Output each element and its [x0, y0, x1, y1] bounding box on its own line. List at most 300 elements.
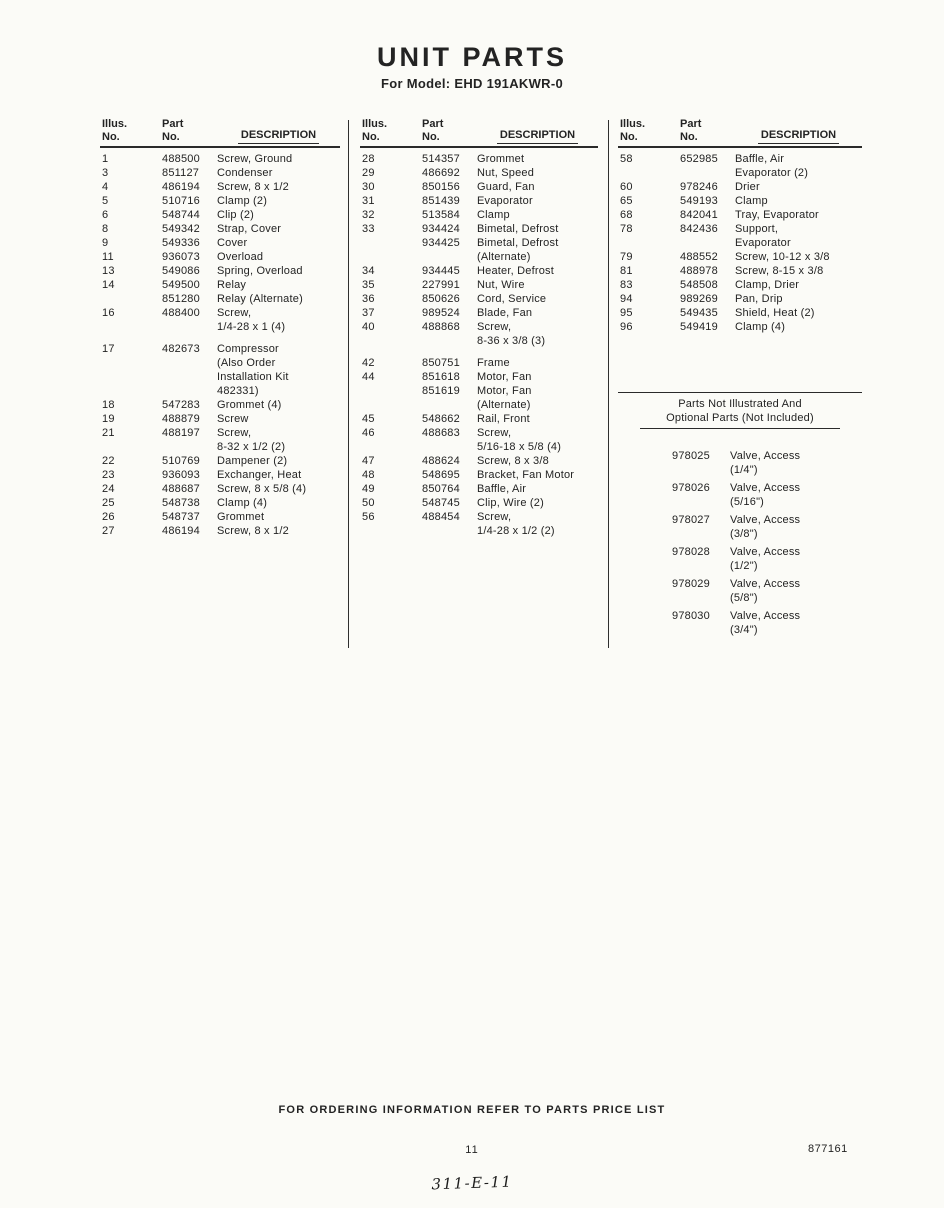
part-no-cell: 978028: [672, 546, 710, 558]
part-no-cell: 989524: [422, 307, 460, 319]
part-no-cell: 486194: [162, 181, 200, 193]
part-no-cell: 488687: [162, 483, 200, 495]
part-header-line1: Part: [680, 118, 702, 130]
description-line: Screw, 8 x 1/2: [217, 181, 289, 193]
part-no-cell: 514357: [422, 153, 460, 165]
parts-row: [360, 320, 598, 348]
part-no-cell: 850626: [422, 293, 460, 305]
parts-row: [360, 278, 598, 292]
description-line: Valve, Access: [730, 450, 801, 462]
part-no-cell: 850764: [422, 483, 460, 495]
part-no-header: [680, 118, 735, 144]
description-line: Evaporator: [735, 237, 791, 249]
description-cell: [217, 152, 340, 166]
illus-no-cell: 96: [620, 321, 633, 333]
illus-header-line1: Illus.: [620, 118, 646, 130]
description-cell: [735, 208, 862, 222]
part-no-cell: 488683: [422, 427, 460, 439]
description-cell: [217, 342, 340, 398]
description-line: Tray, Evaporator: [735, 209, 819, 221]
part-no-cell: 548745: [422, 497, 460, 509]
description-cell: [477, 510, 598, 538]
illus-no-cell: 83: [620, 279, 633, 291]
description-header: DESCRIPTION: [238, 129, 319, 144]
illus-no-cell: 95: [620, 307, 633, 319]
description-cell: [217, 250, 340, 264]
description-cell: [735, 292, 862, 306]
part-no-cell: 842041: [680, 209, 718, 221]
illus-no-cell: [618, 513, 672, 541]
parts-row: [100, 398, 340, 412]
description-cell: [217, 292, 340, 306]
description-line: 5/16-18 x 5/8 (4): [477, 441, 562, 453]
description-line: Clamp (4): [735, 321, 786, 333]
description-line: Compressor: [217, 343, 279, 355]
description-cell: [477, 412, 598, 426]
description-line: Screw, 8 x 3/8: [477, 455, 549, 467]
illus-no-cell: 81: [620, 265, 633, 277]
illus-no-cell: 46: [362, 427, 375, 439]
description-line: Screw, 8 x 1/2: [217, 525, 289, 537]
part-no-cell: 482673: [162, 343, 200, 355]
illus-no-cell: [618, 577, 672, 605]
illus-no-cell: 28: [362, 153, 375, 165]
part-no-cell: 850156: [422, 181, 460, 193]
table-header: [100, 118, 340, 148]
description-cell: [217, 496, 340, 510]
optional-heading-line2: Optional Parts (Not Included): [666, 412, 814, 424]
description-cell: [217, 278, 340, 292]
description-cell: [730, 481, 862, 509]
part-no-cell: 510716: [162, 195, 200, 207]
parts-row: [618, 481, 862, 509]
illus-no-cell: 33: [362, 223, 375, 235]
illus-no-cell: 31: [362, 195, 375, 207]
description-cell: [730, 545, 862, 573]
illus-no-cell: 27: [102, 525, 115, 537]
part-no-cell: 549193: [680, 195, 718, 207]
illus-no-cell: 78: [620, 223, 633, 235]
description-cell: [217, 426, 340, 454]
description-cell: [730, 577, 862, 605]
illus-no-cell: 68: [620, 209, 633, 221]
parts-row: [618, 545, 862, 573]
part-no-cell: 978029: [672, 578, 710, 590]
parts-table-body-2: [360, 152, 598, 538]
description-cell: [735, 320, 862, 334]
description-cell: [730, 513, 862, 541]
description-cell: [477, 180, 598, 194]
description-line: 1/4-28 x 1/2 (2): [477, 525, 555, 537]
parts-row: [100, 510, 340, 524]
parts-row: [618, 194, 862, 208]
parts-row: [100, 250, 340, 264]
document-code: 877161: [808, 1143, 848, 1155]
parts-row: [360, 222, 598, 236]
description-cell: [477, 306, 598, 320]
part-no-cell: 934425: [422, 237, 460, 249]
description-header-wrap: [477, 118, 598, 144]
description-cell: [217, 412, 340, 426]
handwritten-annotation: 311-E-11: [431, 1172, 513, 1194]
description-line: Evaporator: [477, 195, 533, 207]
part-no-cell: 488400: [162, 307, 200, 319]
description-cell: [477, 222, 598, 236]
parts-table-column-2: [360, 118, 598, 538]
illus-header-line1: Illus.: [102, 118, 128, 130]
part-no-cell: 510769: [162, 455, 200, 467]
illus-header-line2: No.: [362, 131, 380, 143]
description-line: Clamp (2): [217, 195, 268, 207]
parts-row: [360, 384, 598, 412]
part-no-cell: 936073: [162, 251, 200, 263]
optional-parts-section: [618, 392, 862, 641]
description-line: (Alternate): [477, 251, 531, 263]
part-no-cell: 488624: [422, 455, 460, 467]
parts-row: [100, 412, 340, 426]
description-line: 1/4-28 x 1 (4): [217, 321, 286, 333]
table-header: [360, 118, 598, 148]
parts-row: [360, 180, 598, 194]
illus-no-cell: 47: [362, 455, 375, 467]
description-cell: [217, 180, 340, 194]
illus-no-cell: 50: [362, 497, 375, 509]
parts-row: [100, 278, 340, 292]
description-line: Rail, Front: [477, 413, 530, 425]
part-no-cell: 850751: [422, 357, 460, 369]
parts-row: [360, 292, 598, 306]
parts-row: [100, 524, 340, 538]
parts-row: [618, 320, 862, 334]
illus-no-cell: 37: [362, 307, 375, 319]
parts-row: [618, 577, 862, 605]
part-no-cell: 486194: [162, 525, 200, 537]
part-no-cell: 978030: [672, 610, 710, 622]
description-cell: [477, 278, 598, 292]
illus-header-line2: No.: [620, 131, 638, 143]
parts-row: [360, 152, 598, 166]
illus-no-cell: 3: [102, 167, 109, 179]
part-header-line2: No.: [680, 131, 698, 143]
description-cell: [217, 222, 340, 236]
parts-row: [360, 510, 598, 538]
description-line: (Also Order: [217, 357, 276, 369]
illus-no-cell: 94: [620, 293, 633, 305]
description-line: Bracket, Fan Motor: [477, 469, 575, 481]
description-cell: [477, 166, 598, 180]
description-line: Frame: [477, 357, 510, 369]
description-line: Strap, Cover: [217, 223, 282, 235]
part-no-cell: 548744: [162, 209, 200, 221]
description-cell: [217, 524, 340, 538]
part-no-cell: 548508: [680, 279, 718, 291]
part-no-cell: 488868: [422, 321, 460, 333]
description-line: (3/4"): [730, 624, 758, 636]
part-no-cell: 851619: [422, 385, 460, 397]
description-cell: [477, 236, 598, 264]
description-cell: [735, 306, 862, 320]
description-line: Clamp (4): [217, 497, 268, 509]
description-cell: [735, 278, 862, 292]
part-no-cell: 488552: [680, 251, 718, 263]
description-cell: [217, 208, 340, 222]
description-cell: [477, 152, 598, 166]
illus-no-header: [100, 118, 162, 144]
illus-no-cell: 29: [362, 167, 375, 179]
parts-row: [618, 278, 862, 292]
description-header: DESCRIPTION: [758, 129, 839, 144]
description-cell: [477, 454, 598, 468]
part-no-cell: 851439: [422, 195, 460, 207]
parts-table-body-1: [100, 152, 340, 538]
illus-no-cell: [100, 292, 162, 306]
part-no-cell: 978246: [680, 181, 718, 193]
part-header-line2: No.: [422, 131, 440, 143]
illus-no-cell: 40: [362, 321, 375, 333]
description-line: Relay: [217, 279, 247, 291]
part-no-cell: 978025: [672, 450, 710, 462]
description-line: Screw,: [477, 321, 512, 333]
parts-row: [618, 208, 862, 222]
description-line: Clamp: [477, 209, 510, 221]
illus-no-cell: 17: [102, 343, 115, 355]
part-no-cell: 851280: [162, 293, 200, 305]
description-line: Screw,: [477, 511, 512, 523]
description-line: Baffle, Air: [735, 153, 785, 165]
parts-row: [100, 264, 340, 278]
description-line: Nut, Wire: [477, 279, 525, 291]
parts-row: [360, 264, 598, 278]
parts-table-column-1: [100, 118, 340, 538]
part-header-line2: No.: [162, 131, 180, 143]
parts-row: [360, 468, 598, 482]
description-cell: [735, 250, 862, 264]
description-line: 8-32 x 1/2 (2): [217, 441, 286, 453]
illus-no-cell: 49: [362, 483, 375, 495]
illus-no-cell: 16: [102, 307, 115, 319]
parts-row: [100, 454, 340, 468]
description-line: Relay (Alternate): [217, 293, 303, 305]
description-cell: [477, 264, 598, 278]
illus-no-cell: 14: [102, 279, 115, 291]
illus-no-cell: [618, 545, 672, 573]
description-cell: [735, 194, 862, 208]
parts-row: [100, 166, 340, 180]
description-line: Heater, Defrost: [477, 265, 554, 277]
description-cell: [477, 320, 598, 348]
description-line: Drier: [735, 181, 760, 193]
illus-no-cell: 56: [362, 511, 375, 523]
description-cell: [477, 384, 598, 412]
part-no-cell: 548738: [162, 497, 200, 509]
page-title: UNIT PARTS: [377, 42, 567, 72]
parts-row: [360, 482, 598, 496]
column-divider: [608, 120, 609, 648]
illus-no-cell: [618, 609, 672, 637]
illus-no-cell: 11: [102, 251, 114, 263]
parts-row: [100, 208, 340, 222]
description-line: Bimetal, Defrost: [477, 237, 559, 249]
description-cell: [217, 264, 340, 278]
illus-no-cell: [618, 449, 672, 477]
parts-row: [360, 208, 598, 222]
description-line: 482331): [217, 385, 259, 397]
description-line: Motor, Fan: [477, 385, 532, 397]
description-cell: [735, 222, 862, 250]
parts-row: [100, 342, 340, 398]
parts-row: [618, 609, 862, 637]
description-line: Screw, 8-15 x 3/8: [735, 265, 824, 277]
description-line: (1/4"): [730, 464, 758, 476]
parts-row: [618, 152, 862, 180]
parts-row: [618, 222, 862, 250]
part-no-header: [162, 118, 217, 144]
part-no-cell: 227991: [422, 279, 460, 291]
parts-row: [100, 468, 340, 482]
parts-table-column-3: [618, 118, 862, 334]
description-line: Nut, Speed: [477, 167, 535, 179]
description-cell: [477, 356, 598, 370]
illus-no-cell: 65: [620, 195, 633, 207]
part-no-cell: 978026: [672, 482, 710, 494]
description-line: Grommet (4): [217, 399, 282, 411]
parts-row: [360, 426, 598, 454]
description-line: Valve, Access: [730, 610, 801, 622]
illus-no-cell: 19: [102, 413, 115, 425]
parts-row: [618, 306, 862, 320]
parts-table-body-3: [618, 152, 862, 334]
illus-no-cell: 8: [102, 223, 109, 235]
illus-no-cell: 42: [362, 357, 375, 369]
parts-row: [618, 513, 862, 541]
description-line: Bimetal, Defrost: [477, 223, 559, 235]
part-no-cell: 934424: [422, 223, 460, 235]
illus-no-cell: 26: [102, 511, 115, 523]
parts-row: [618, 264, 862, 278]
parts-row: [360, 194, 598, 208]
description-line: Clamp: [735, 195, 768, 207]
parts-row: [100, 482, 340, 496]
description-line: (3/8"): [730, 528, 758, 540]
part-no-cell: 488197: [162, 427, 200, 439]
part-no-cell: 488978: [680, 265, 718, 277]
illus-no-cell: 24: [102, 483, 115, 495]
description-line: (5/16"): [730, 496, 765, 508]
description-line: Screw: [217, 413, 249, 425]
optional-parts-list: [618, 449, 862, 637]
description-cell: [217, 166, 340, 180]
description-line: Evaporator (2): [735, 167, 809, 179]
description-line: Spring, Overload: [217, 265, 303, 277]
description-cell: [477, 426, 598, 454]
page-number: 11: [465, 1144, 479, 1156]
description-cell: [477, 208, 598, 222]
ordering-info-note: FOR ORDERING INFORMATION REFER TO PARTS PRICE LIST: [278, 1104, 666, 1116]
description-line: Dampener (2): [217, 455, 288, 467]
illus-header-line2: No.: [102, 131, 120, 143]
illus-no-cell: 18: [102, 399, 115, 411]
description-cell: [477, 482, 598, 496]
parts-row: [100, 180, 340, 194]
description-line: Baffle, Air: [477, 483, 527, 495]
illus-no-cell: 6: [102, 209, 109, 221]
part-no-cell: 989269: [680, 293, 718, 305]
part-no-cell: 851618: [422, 371, 460, 383]
description-line: (Alternate): [477, 399, 531, 411]
description-cell: [730, 449, 862, 477]
description-line: Valve, Access: [730, 578, 801, 590]
illus-no-cell: [360, 384, 422, 412]
part-no-cell: 488879: [162, 413, 200, 425]
parts-row: [100, 426, 340, 454]
illus-no-cell: 25: [102, 497, 115, 509]
description-line: Screw, 8 x 5/8 (4): [217, 483, 307, 495]
illus-no-cell: 32: [362, 209, 375, 221]
illus-no-cell: 30: [362, 181, 375, 193]
parts-row: [618, 180, 862, 194]
description-line: Exchanger, Heat: [217, 469, 302, 481]
parts-row: [360, 454, 598, 468]
parts-row: [100, 194, 340, 208]
parts-row: [100, 236, 340, 250]
part-no-cell: 548737: [162, 511, 200, 523]
description-line: Clip, Wire (2): [477, 497, 544, 509]
illus-no-cell: 58: [620, 153, 633, 165]
description-cell: [217, 510, 340, 524]
illus-no-cell: 45: [362, 413, 375, 425]
description-line: (5/8"): [730, 592, 758, 604]
column-divider: [348, 120, 349, 648]
part-no-cell: 486692: [422, 167, 460, 179]
illus-no-cell: 34: [362, 265, 375, 277]
description-header-wrap: [217, 118, 340, 144]
parts-row: [360, 496, 598, 510]
optional-parts-heading: [640, 393, 840, 429]
description-line: Screw, Ground: [217, 153, 293, 165]
illus-no-cell: 60: [620, 181, 633, 193]
part-no-cell: 549086: [162, 265, 200, 277]
description-line: Cover: [217, 237, 248, 249]
description-line: (1/2"): [730, 560, 758, 572]
description-cell: [217, 306, 340, 334]
illus-no-cell: 21: [102, 427, 115, 439]
description-line: Blade, Fan: [477, 307, 533, 319]
part-no-cell: 488454: [422, 511, 460, 523]
illus-no-cell: 4: [102, 181, 109, 193]
parts-row: [100, 222, 340, 236]
description-line: Grommet: [477, 153, 525, 165]
part-no-cell: 842436: [680, 223, 718, 235]
parts-row: [618, 250, 862, 264]
parts-row: [100, 292, 340, 306]
part-no-cell: 978027: [672, 514, 710, 526]
parts-row: [360, 412, 598, 426]
description-cell: [735, 152, 862, 180]
parts-row: [618, 449, 862, 477]
description-line: Guard, Fan: [477, 181, 535, 193]
description-line: Cord, Service: [477, 293, 547, 305]
description-cell: [477, 194, 598, 208]
description-line: Clip (2): [217, 209, 255, 221]
description-line: Valve, Access: [730, 514, 801, 526]
part-no-cell: 513584: [422, 209, 460, 221]
description-line: Installation Kit: [217, 371, 289, 383]
description-cell: [217, 482, 340, 496]
part-no-cell: 548695: [422, 469, 460, 481]
illus-no-cell: 35: [362, 279, 375, 291]
part-header-line1: Part: [422, 118, 444, 130]
description-line: Pan, Drip: [735, 293, 783, 305]
